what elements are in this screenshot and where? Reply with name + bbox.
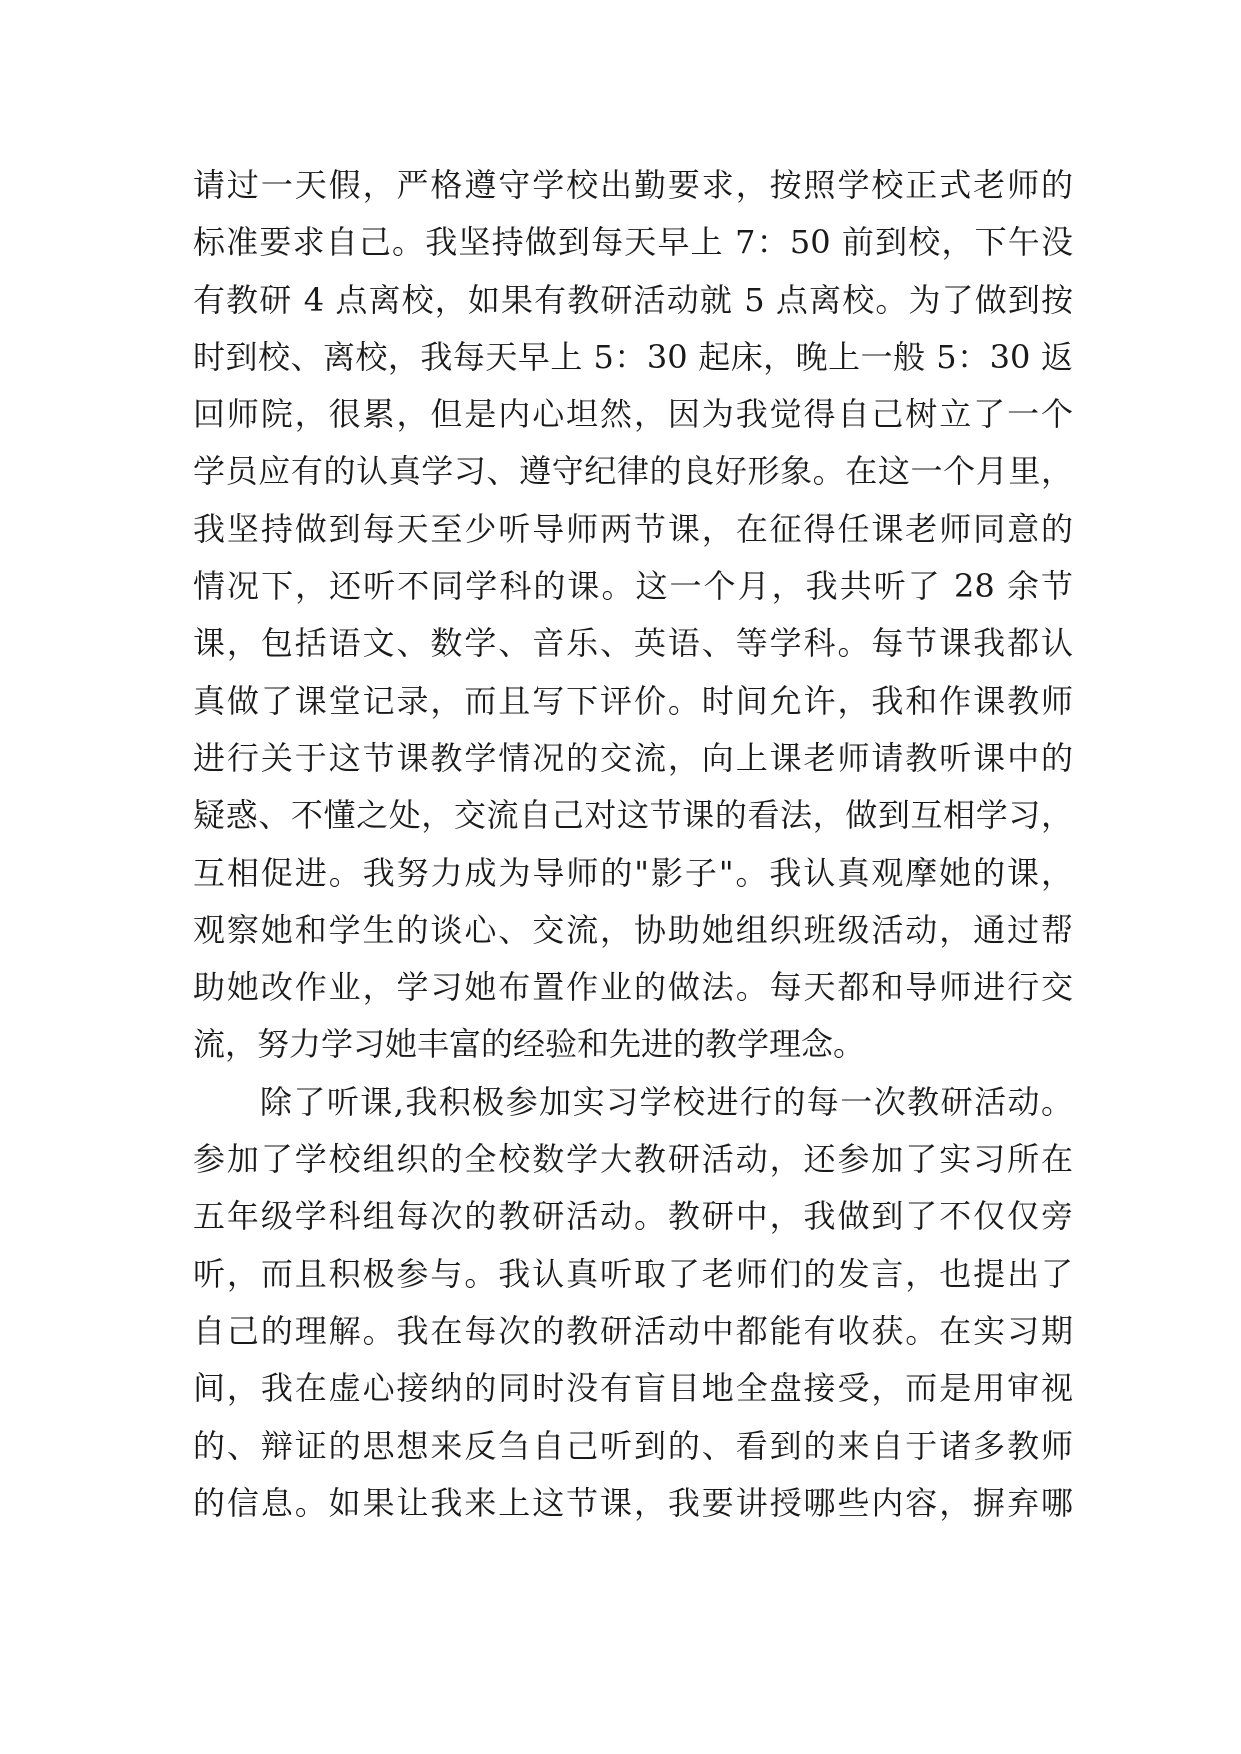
text-line: 的信息。如果让我来上这节课，我要讲授哪些内容，摒弃哪	[193, 1483, 1073, 1522]
text-line: 流，努力学习她丰富的经验和先进的教学理念。	[193, 1025, 866, 1064]
text-line: 自己的理解。我在每次的教研活动中都能有收获。在实习期	[193, 1311, 1073, 1350]
text-line: 间，我在虚心接纳的同时没有盲目地全盘接受，而是用审视	[193, 1369, 1073, 1408]
body-text	[193, 157, 1073, 1532]
text-line: 学员应有的认真学习、遵守纪律的良好形象。在这一个月里，	[193, 452, 1073, 491]
text-line: 观察她和学生的谈心、交流，协助她组织班级活动，通过帮	[193, 910, 1073, 949]
text-line: 参加了学校组织的全校数学大教研活动，还参加了实习所在	[193, 1140, 1073, 1179]
text-line: 互相促进。我努力成为导师的"影子"。我认真观摩她的课，	[193, 853, 1073, 892]
text-line: 情况下，还听不同学科的课。这一个月，我共听了 28 余节	[193, 567, 1073, 606]
text-line: 疑惑、不懂之处，交流自己对这节课的看法，做到互相学习，	[193, 796, 1073, 835]
text-line: 我坚持做到每天至少听导师两节课，在征得任课老师同意的	[193, 509, 1073, 548]
text-line: 的、辩证的思想来反刍自己听到的、看到的来自于诸多教师	[193, 1426, 1073, 1465]
text-line: 有教研 4 点离校，如果有教研活动就 5 点离校。为了做到按	[193, 280, 1073, 319]
text-line: 时到校、离校，我每天早上 5：30 起床，晚上一般 5：30 返	[193, 337, 1073, 376]
text-line: 标准要求自己。我坚持做到每天早上 7：50 前到校，下午没	[193, 223, 1073, 262]
text-line: 助她改作业，学习她布置作业的做法。每天都和导师进行交	[193, 968, 1073, 1007]
text-line: 真做了课堂记录，而且写下评价。时间允许，我和作课教师	[193, 681, 1073, 720]
text-line: 除了听课,我积极参加实习学校进行的每一次教研活动。	[193, 1082, 1073, 1121]
text-line: 听，而且积极参与。我认真听取了老师们的发言，也提出了	[193, 1254, 1073, 1293]
text-line: 课，包括语文、数学、音乐、英语、等学科。每节课我都认	[193, 624, 1073, 663]
text-line: 进行关于这节课教学情况的交流，向上课老师请教听课中的	[193, 738, 1073, 777]
text-line: 回师院，很累，但是内心坦然，因为我觉得自己树立了一个	[193, 395, 1073, 434]
text-line: 请过一天假，严格遵守学校出勤要求，按照学校正式老师的	[193, 166, 1073, 204]
text-line: 五年级学科组每次的教研活动。教研中，我做到了不仅仅旁	[193, 1197, 1073, 1236]
